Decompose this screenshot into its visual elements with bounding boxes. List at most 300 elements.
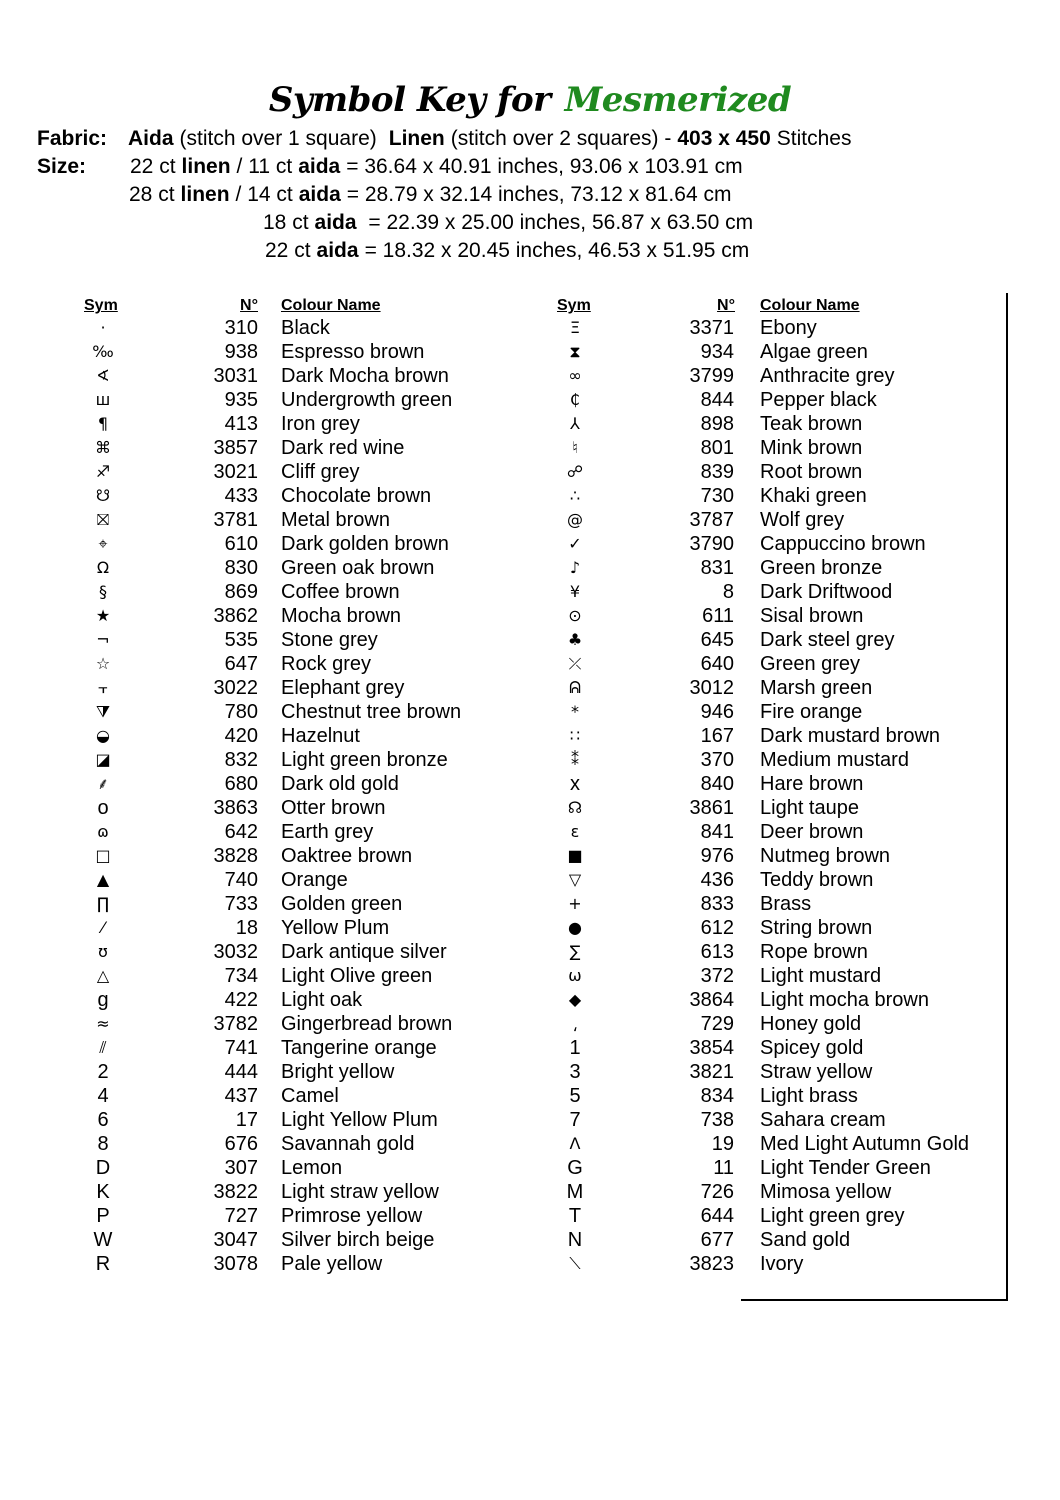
table-row — [0, 1204, 1060, 1228]
floss-number: 3799 — [689, 365, 734, 387]
symbol-glyph-icon: ● — [568, 918, 582, 937]
floss-number: 3782 — [213, 1013, 258, 1035]
floss-number: 642 — [224, 821, 258, 843]
colour-name: Algae green — [760, 341, 868, 363]
size-label: Size: — [37, 155, 87, 178]
symbol-glyph-icon: ☊ — [567, 798, 583, 817]
colour-name: Teddy brown — [760, 869, 874, 891]
symbol-glyph-icon: ☍ — [566, 462, 584, 481]
floss-number: 733 — [224, 893, 258, 915]
colour-name: Dark steel grey — [760, 629, 895, 651]
colour-name: Dark mustard brown — [760, 725, 941, 747]
symbol-glyph-icon: ★ — [95, 606, 111, 625]
floss-number: 535 — [224, 629, 258, 651]
symbol-glyph-icon: ⌖ — [98, 534, 108, 553]
symbol-glyph-icon: □ — [95, 846, 111, 865]
symbol-glyph-icon: ▲ — [96, 870, 110, 889]
header-colour-name: Colour Name — [281, 297, 381, 314]
colour-name: Silver birch beige — [281, 1229, 435, 1251]
colour-name: Metal brown — [281, 509, 390, 531]
size-line-3 — [0, 209, 1060, 237]
floss-number: 734 — [224, 965, 258, 987]
table-row — [0, 724, 1060, 748]
symbol-glyph-icon: ¶ — [97, 414, 109, 433]
floss-number: 677 — [700, 1229, 734, 1251]
floss-number: 437 — [224, 1085, 258, 1107]
floss-number: 830 — [224, 557, 258, 579]
colour-name: Mimosa yellow — [760, 1181, 892, 1203]
symbol-glyph-icon: ☆ — [95, 654, 111, 673]
floss-number: 869 — [224, 581, 258, 603]
colour-name: Medium mustard — [760, 749, 909, 771]
colour-name: Camel — [281, 1085, 339, 1107]
colour-name: Light Olive green — [281, 965, 433, 987]
colour-name: Mocha brown — [281, 605, 402, 627]
floss-number: 3047 — [213, 1229, 258, 1251]
symbol-glyph-icon: o — [97, 797, 109, 819]
symbol-glyph-icon: ∏ — [96, 894, 110, 913]
colour-name: Ivory — [760, 1253, 804, 1275]
size-fabric: aida — [314, 211, 357, 234]
floss-number: 3823 — [689, 1253, 734, 1275]
symbol-glyph-icon: ◪ — [95, 750, 111, 769]
table-row — [0, 748, 1060, 772]
colour-name: Fire orange — [760, 701, 863, 723]
floss-number: 610 — [224, 533, 258, 555]
floss-number: 433 — [224, 485, 258, 507]
symbol-glyph-icon: W — [93, 1229, 113, 1251]
colour-name: Chestnut tree brown — [281, 701, 462, 723]
size-fabric2: aida — [298, 155, 341, 178]
colour-name: Light brass — [760, 1085, 858, 1107]
floss-number: 11 — [713, 1157, 734, 1179]
floss-number: 3781 — [213, 509, 258, 531]
colour-name: Yellow Plum — [281, 917, 390, 939]
symbol-glyph-icon: ⧗ — [569, 342, 581, 361]
fabric-line — [0, 125, 1060, 153]
table-header — [0, 294, 1060, 318]
colour-name: Nutmeg brown — [760, 845, 891, 867]
table-row — [0, 412, 1060, 436]
colour-name: Light green bronze — [281, 749, 448, 771]
table-bottom-border — [741, 1299, 1008, 1301]
colour-name: Root brown — [760, 461, 863, 483]
colour-name: Black — [281, 317, 330, 339]
floss-number: 3861 — [689, 797, 734, 819]
symbol-glyph-icon: ⸙ — [96, 774, 109, 793]
floss-number: 3787 — [689, 509, 734, 531]
floss-number: 3790 — [689, 533, 734, 555]
symbol-glyph-icon: Ω — [96, 558, 110, 577]
floss-number: 839 — [700, 461, 734, 483]
colour-name: Pale yellow — [281, 1253, 383, 1275]
table-row — [0, 772, 1060, 796]
header-sym: Sym — [84, 297, 118, 314]
colour-name: Wolf grey — [760, 509, 845, 531]
title-prefix: Symbol Key for — [268, 80, 551, 120]
floss-number: 444 — [224, 1061, 258, 1083]
colour-name: Dark red wine — [281, 437, 405, 459]
floss-number: 3828 — [213, 845, 258, 867]
colour-name: Brass — [760, 893, 812, 915]
colour-name: Earth grey — [281, 821, 374, 843]
header-num: N° — [240, 297, 258, 314]
colour-name: Lemon — [281, 1157, 343, 1179]
symbol-glyph-icon: · — [100, 318, 106, 337]
symbol-glyph-icon: ∴ — [569, 486, 581, 505]
colour-name: Dark old gold — [281, 773, 399, 795]
colour-name: Cliff grey — [281, 461, 360, 483]
floss-number: 3863 — [213, 797, 258, 819]
symbol-glyph-icon: ♮ — [572, 438, 578, 457]
colour-name: Hare brown — [760, 773, 864, 795]
symbol-glyph-icon: * — [571, 702, 579, 721]
floss-number: 19 — [711, 1133, 734, 1155]
symbol-glyph-icon: ♪ — [569, 558, 581, 577]
symbol-glyph-icon: ⁄ — [101, 918, 105, 937]
symbol-glyph-icon: ⊙ — [568, 606, 582, 625]
symbol-glyph-icon: R — [95, 1253, 111, 1275]
colour-name: Sand gold — [760, 1229, 851, 1251]
floss-number: 832 — [224, 749, 258, 771]
colour-name: Sisal brown — [760, 605, 864, 627]
symbol-glyph-icon: ✓ — [568, 534, 582, 553]
symbol-glyph-icon: ᕱ — [569, 678, 581, 697]
symbol-glyph-icon: ■ — [567, 846, 583, 865]
symbol-glyph-icon: ш — [95, 390, 111, 409]
table-row — [0, 364, 1060, 388]
table-row — [0, 628, 1060, 652]
floss-number: 976 — [700, 845, 734, 867]
colour-name: Dark Mocha brown — [281, 365, 449, 387]
stitch-count: 403 x 450 — [677, 127, 771, 150]
colour-name: Teak brown — [760, 413, 863, 435]
floss-number: 3862 — [213, 605, 258, 627]
table-row — [0, 1156, 1060, 1180]
colour-name: Mink brown — [760, 437, 863, 459]
table-row — [0, 916, 1060, 940]
table-row — [0, 1060, 1060, 1084]
symbol-glyph-icon: ∢ — [96, 366, 110, 385]
colour-name: Ebony — [760, 317, 817, 339]
floss-number: 934 — [700, 341, 734, 363]
symbol-glyph-icon: ◒ — [96, 726, 110, 745]
colour-name: Otter brown — [281, 797, 386, 819]
size-count: 28 ct — [129, 183, 175, 206]
symbol-glyph-icon: x — [570, 773, 580, 795]
floss-number: 310 — [224, 317, 258, 339]
symbol-glyph-icon: M — [566, 1181, 584, 1203]
floss-number: 370 — [700, 749, 734, 771]
symbol-glyph-icon: 1 — [569, 1037, 581, 1059]
symbol-glyph-icon: ʊ — [98, 942, 108, 961]
colour-name: Sahara cream — [760, 1109, 886, 1131]
symbol-glyph-icon: ⁑ — [571, 750, 579, 769]
floss-number: 726 — [700, 1181, 734, 1203]
colour-name: Med Light Autumn Gold — [760, 1133, 970, 1155]
floss-number: 3857 — [213, 437, 258, 459]
colour-name: Savannah gold — [281, 1133, 415, 1155]
floss-number: 780 — [224, 701, 258, 723]
colour-name: Light green grey — [760, 1205, 905, 1227]
size-dims: = 28.79 x 32.14 inches, 73.12 x 81.64 cm — [346, 183, 732, 206]
size-fabric2: aida — [298, 183, 341, 206]
colour-name: Marsh green — [760, 677, 873, 699]
colour-name: Gingerbread brown — [281, 1013, 453, 1035]
colour-name: Khaki green — [760, 485, 867, 507]
colour-name: String brown — [760, 917, 873, 939]
colour-name: Rope brown — [760, 941, 868, 963]
colour-name: Anthracite grey — [760, 365, 895, 387]
floss-number: 307 — [224, 1157, 258, 1179]
colour-name: Honey gold — [760, 1013, 862, 1035]
colour-name: Orange — [281, 869, 348, 891]
colour-name: Light taupe — [760, 797, 859, 819]
symbol-glyph-icon: ▽ — [568, 870, 582, 889]
colour-name: Green bronze — [760, 557, 883, 579]
table-row — [0, 1180, 1060, 1204]
size-line-2 — [0, 181, 1060, 209]
symbol-glyph-icon: ⟍ — [569, 1254, 581, 1273]
page-title — [0, 76, 1060, 124]
colour-name: Dark antique silver — [281, 941, 447, 963]
pattern-name: Mesmerized — [564, 80, 792, 120]
floss-number: 644 — [700, 1205, 734, 1227]
floss-number: 3854 — [689, 1037, 734, 1059]
symbol-glyph-icon: ♣ — [567, 630, 583, 649]
colour-name: Spicey gold — [760, 1037, 864, 1059]
floss-number: 741 — [224, 1037, 258, 1059]
symbol-glyph-icon: K — [96, 1181, 110, 1203]
symbol-glyph-icon: D — [95, 1157, 111, 1179]
symbol-glyph-icon: g — [97, 989, 109, 1011]
floss-number: 413 — [224, 413, 258, 435]
floss-number: 3021 — [213, 461, 258, 483]
colour-name: Espresso brown — [281, 341, 425, 363]
floss-number: 422 — [224, 989, 258, 1011]
symbol-glyph-icon: ◆ — [568, 990, 582, 1009]
symbol-glyph-icon: N — [567, 1229, 583, 1251]
table-row — [0, 700, 1060, 724]
symbol-glyph-icon: 6 — [97, 1109, 109, 1131]
symbol-glyph-icon: 5 — [569, 1085, 581, 1107]
symbol-glyph-icon: ɛ — [570, 822, 580, 841]
floss-number: 676 — [224, 1133, 258, 1155]
header-sym: Sym — [557, 297, 591, 314]
symbol-glyph-icon: ⧩ — [95, 702, 111, 721]
colour-name: Undergrowth green — [281, 389, 453, 411]
colour-name: Bright yellow — [281, 1061, 395, 1083]
colour-name: Green oak brown — [281, 557, 435, 579]
table-row — [0, 388, 1060, 412]
floss-number: 740 — [224, 869, 258, 891]
symbol-table-right — [0, 294, 1060, 1294]
symbol-glyph-icon: ‰ — [92, 342, 114, 361]
floss-number: 611 — [702, 605, 734, 627]
table-row — [0, 484, 1060, 508]
size-dims: = 18.32 x 20.45 inches, 46.53 x 51.95 cm — [364, 239, 750, 262]
floss-number: 840 — [700, 773, 734, 795]
floss-number: 3012 — [689, 677, 734, 699]
colour-name: Rock grey — [281, 653, 372, 675]
size-fabric: aida — [316, 239, 359, 262]
table-row — [0, 580, 1060, 604]
symbol-glyph-icon: + — [568, 894, 582, 913]
fabric-aida: Aida — [128, 127, 174, 150]
table-row — [0, 1228, 1060, 1252]
symbol-glyph-icon: 7 — [569, 1109, 581, 1131]
floss-number: 729 — [700, 1013, 734, 1035]
table-row — [0, 1036, 1060, 1060]
size-line-4 — [0, 237, 1060, 265]
table-row — [0, 868, 1060, 892]
floss-number: 898 — [700, 413, 734, 435]
fabric-linen: Linen — [388, 127, 445, 150]
floss-number: 841 — [700, 821, 734, 843]
colour-name: Light Tender Green — [760, 1157, 931, 1179]
floss-number: 3078 — [213, 1253, 258, 1275]
floss-number: 680 — [224, 773, 258, 795]
colour-name: Straw yellow — [760, 1061, 873, 1083]
colour-name: Iron grey — [281, 413, 360, 435]
colour-name: Light oak — [281, 989, 363, 1011]
symbol-glyph-icon: ¬ — [96, 630, 110, 649]
colour-name: Chocolate brown — [281, 485, 432, 507]
table-row — [0, 1108, 1060, 1132]
table-row — [0, 1252, 1060, 1276]
floss-number: 831 — [700, 557, 734, 579]
floss-number: 801 — [700, 437, 734, 459]
fabric-linen-note: (stitch over 2 squares) - — [450, 127, 672, 150]
floss-number: 738 — [700, 1109, 734, 1131]
table-row — [0, 556, 1060, 580]
symbol-glyph-icon: ∷ — [569, 726, 581, 745]
symbol-glyph-icon: 4 — [97, 1085, 109, 1107]
colour-name: Pepper black — [760, 389, 877, 411]
symbol-glyph-icon: ⌘ — [95, 438, 111, 457]
table-row — [0, 796, 1060, 820]
floss-number: 3022 — [213, 677, 258, 699]
symbol-glyph-icon: ⅄ — [570, 414, 580, 433]
floss-number: 612 — [700, 917, 734, 939]
symbol-glyph-icon: 8 — [97, 1133, 109, 1155]
table-row — [0, 652, 1060, 676]
floss-number: 640 — [700, 653, 734, 675]
symbol-glyph-icon: Ξ — [569, 318, 581, 337]
symbol-glyph-icon: ¥ — [569, 582, 581, 601]
table-row — [0, 1084, 1060, 1108]
colour-name: Light straw yellow — [281, 1181, 439, 1203]
size-dims: = 22.39 x 25.00 inches, 56.87 x 63.50 cm — [362, 211, 754, 234]
floss-number: 17 — [235, 1109, 258, 1131]
floss-number: 834 — [700, 1085, 734, 1107]
symbol-glyph-icon: ⤫ — [568, 654, 582, 673]
stitch-word: Stitches — [776, 127, 852, 150]
floss-number: 946 — [700, 701, 734, 723]
symbol-glyph-icon: T — [568, 1205, 582, 1227]
colour-name: Stone grey — [281, 629, 378, 651]
floss-number: 3031 — [213, 365, 258, 387]
floss-number: 613 — [700, 941, 734, 963]
symbol-glyph-icon: ω — [568, 966, 582, 985]
size-fabric: linen — [181, 155, 231, 178]
symbol-glyph-icon: ∑ — [569, 942, 581, 961]
colour-name: Hazelnut — [281, 725, 360, 747]
colour-name: Deer brown — [760, 821, 864, 843]
fabric-aida-note: (stitch over 1 square) — [179, 127, 377, 150]
table-row — [0, 844, 1060, 868]
symbol-glyph-icon: ∞ — [568, 366, 582, 385]
floss-number: 833 — [700, 893, 734, 915]
symbol-glyph-icon: ⛝ — [96, 510, 110, 529]
colour-name: Light Yellow Plum — [281, 1109, 438, 1131]
floss-number: 436 — [700, 869, 734, 891]
table-row — [0, 892, 1060, 916]
table-row — [0, 964, 1060, 988]
colour-name: Dark Driftwood — [760, 581, 893, 603]
size-fabric: linen — [180, 183, 230, 206]
floss-number: 3371 — [689, 317, 734, 339]
symbol-glyph-icon: § — [99, 582, 107, 601]
symbol-glyph-icon: ♐ — [95, 462, 111, 481]
floss-number: 645 — [700, 629, 734, 651]
table-row — [0, 532, 1060, 556]
colour-name: Coffee brown — [281, 581, 400, 603]
colour-name: Light mustard — [760, 965, 882, 987]
header-colour-name: Colour Name — [760, 297, 860, 314]
floss-number: 727 — [224, 1205, 258, 1227]
size-count: 22 ct — [265, 239, 311, 262]
symbol-glyph-icon: ɷ — [97, 822, 109, 841]
table-row — [0, 316, 1060, 340]
table-row — [0, 604, 1060, 628]
floss-number: 18 — [235, 917, 258, 939]
symbol-glyph-icon: @ — [567, 510, 583, 529]
colour-name: Tangerine orange — [281, 1037, 437, 1059]
table-row — [0, 676, 1060, 700]
table-row — [0, 820, 1060, 844]
symbol-glyph-icon: 2 — [97, 1061, 109, 1083]
table-row — [0, 340, 1060, 364]
floss-number: 935 — [224, 389, 258, 411]
table-row — [0, 460, 1060, 484]
floss-number: 3864 — [689, 989, 734, 1011]
symbol-glyph-icon: ₵ — [569, 390, 581, 409]
colour-name: Cappuccino brown — [760, 533, 926, 555]
colour-name: Golden green — [281, 893, 403, 915]
symbol-glyph-icon: ≈ — [96, 1014, 110, 1033]
table-row — [0, 436, 1060, 460]
size-sep: / 14 ct — [235, 183, 293, 206]
floss-number: 3821 — [689, 1061, 734, 1083]
header-num: N° — [717, 297, 735, 314]
symbol-glyph-icon: ⫟ — [98, 678, 108, 697]
floss-number: 938 — [224, 341, 258, 363]
symbol-glyph-icon: Λ — [569, 1134, 581, 1153]
floss-number: 844 — [700, 389, 734, 411]
floss-number: 730 — [700, 485, 734, 507]
table-right-border — [1006, 293, 1008, 1301]
size-line-1 — [0, 153, 1060, 181]
floss-number: 8 — [722, 581, 734, 603]
floss-number: 647 — [224, 653, 258, 675]
colour-name: Oaktree brown — [281, 845, 413, 867]
size-count: 22 ct — [130, 155, 176, 178]
size-dims: = 36.64 x 40.91 inches, 93.06 x 103.91 cm — [346, 155, 743, 178]
table-row — [0, 1132, 1060, 1156]
floss-number: 3032 — [213, 941, 258, 963]
floss-number: 3822 — [213, 1181, 258, 1203]
